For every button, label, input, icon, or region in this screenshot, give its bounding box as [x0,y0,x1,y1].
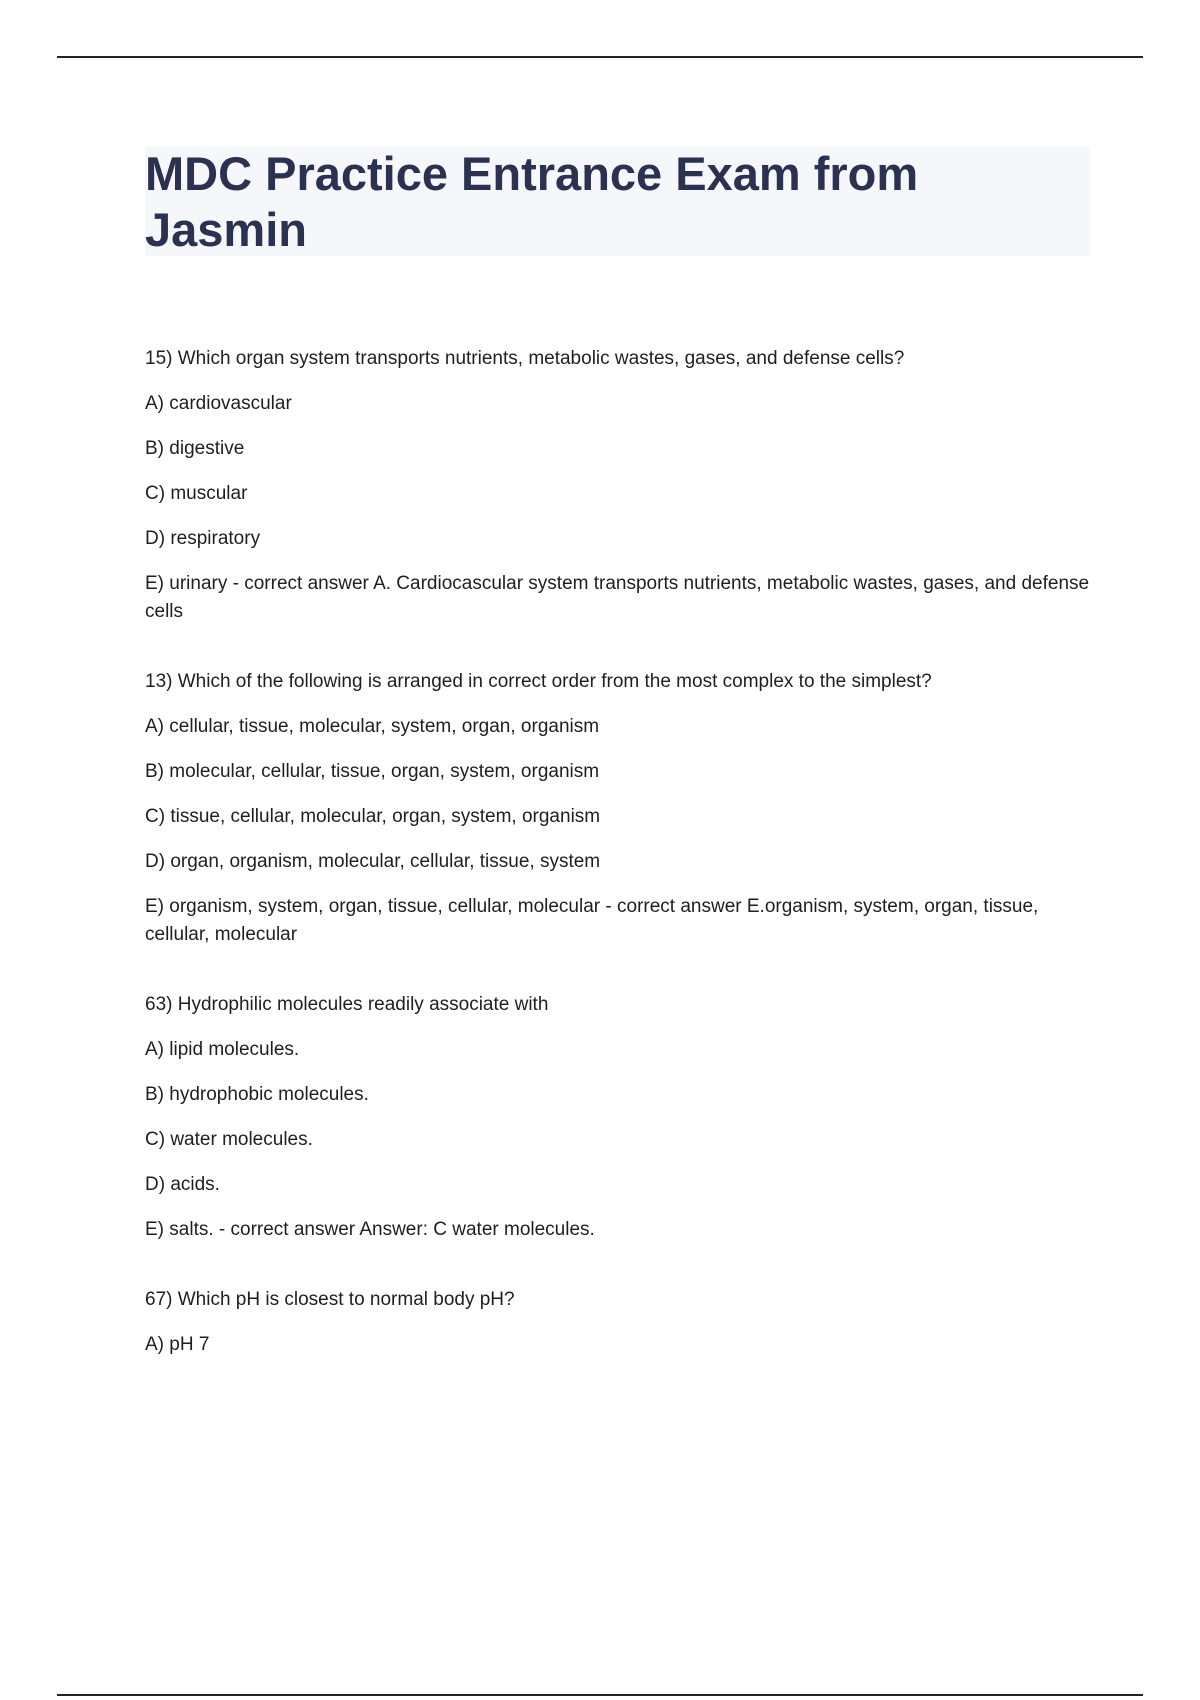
answer-option-a: A) cardiovascular [145,393,292,414]
answer-option-e-with-answer: E) urinary - correct answer A. Cardiocascular system transports nutrients, metabolic wastes, gases, and defense cells [145,573,1090,622]
answer-option-b: B) hydrophobic molecules. [145,1084,369,1105]
question-15 [145,345,1090,626]
question-prompt: 63) Hydrophilic molecules readily associate with [145,994,549,1015]
answer-option-e-with-answer: E) salts. - correct answer Answer: C water molecules. [145,1219,595,1240]
answer-option-c: C) tissue, cellular, molecular, organ, system, organism [145,806,601,827]
question-prompt: 67) Which pH is closest to normal body pH? [145,1289,515,1310]
answer-option-a: A) pH 7 [145,1334,210,1355]
question-prompt: 15) Which organ system transports nutrients, metabolic wastes, gases, and defense cells? [145,348,905,369]
question-67 [145,1286,1090,1359]
question-list [145,345,1090,1401]
question-13 [145,668,1090,949]
question-63 [145,991,1090,1244]
answer-option-a: A) lipid molecules. [145,1039,300,1060]
answer-option-b: B) molecular, cellular, tissue, organ, system, organism [145,761,600,782]
question-prompt: 13) Which of the following is arranged in correct order from the most complex to the simplest? [145,671,932,692]
answer-option-d: D) acids. [145,1174,220,1195]
bottom-divider [57,1694,1143,1696]
answer-option-c: C) muscular [145,483,248,504]
title-block [145,146,1090,256]
answer-option-a: A) cellular, tissue, molecular, system, organ, organism [145,716,600,737]
answer-option-b: B) digestive [145,438,245,459]
top-divider [57,56,1143,58]
document-title: MDC Practice Entrance Exam from Jasmin [145,147,919,256]
answer-option-d: D) organ, organism, molecular, cellular, tissue, system [145,851,601,872]
answer-option-c: C) water molecules. [145,1129,313,1150]
answer-option-e-with-answer: E) organism, system, organ, tissue, cellular, molecular - correct answer E.organism, system, organ, tissue, cellular, molecular [145,896,1039,945]
answer-option-d: D) respiratory [145,528,261,549]
